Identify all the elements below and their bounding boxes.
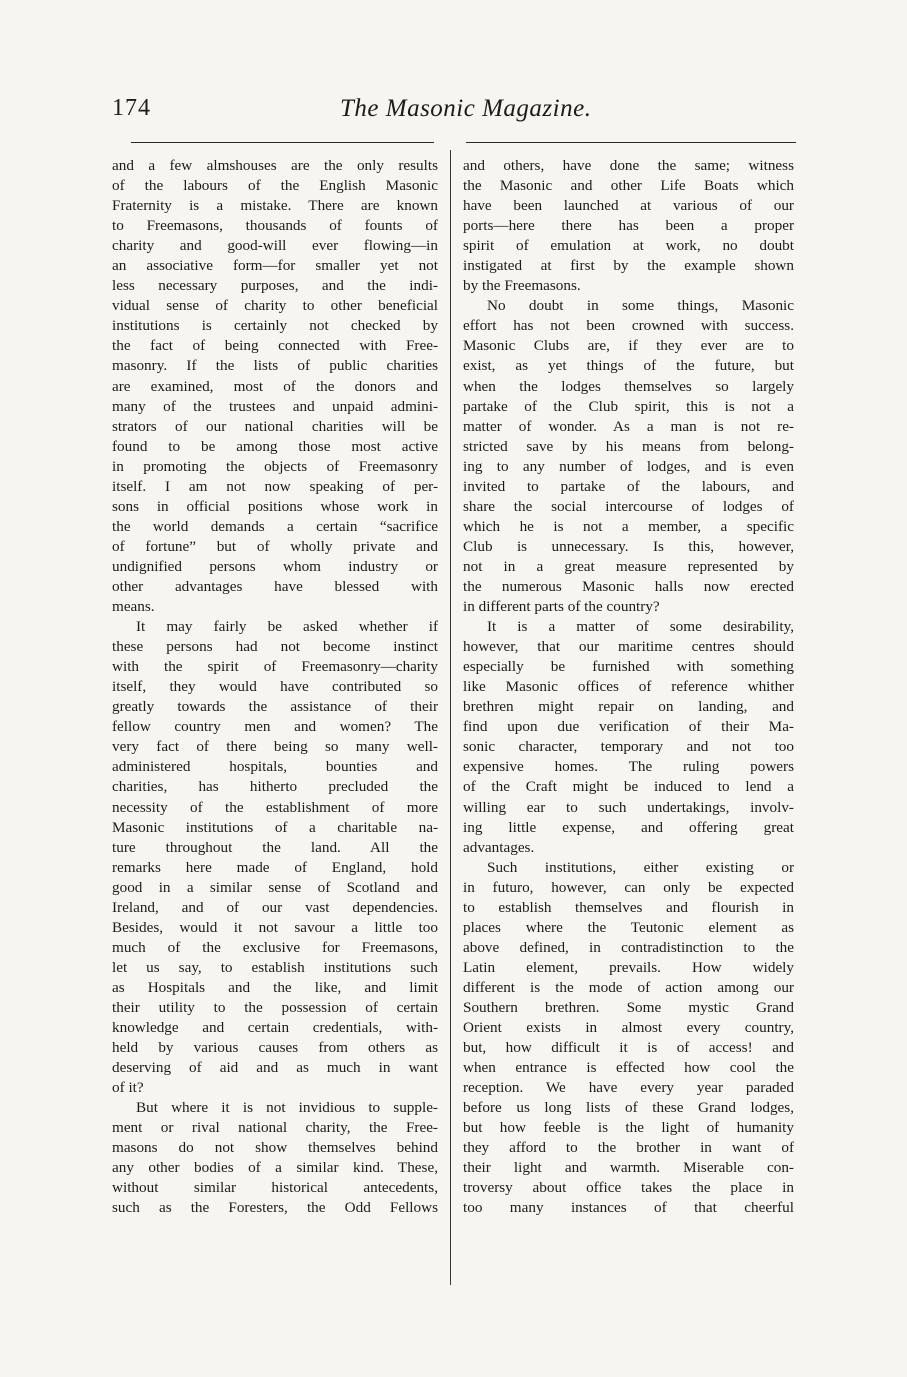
text-line: vidual sense of charity to other beneficial [112, 297, 438, 315]
text-line: an associative form—for smaller yet not [112, 257, 438, 275]
text-line: sonic character, temporary and not too [463, 738, 794, 756]
header-rule-right [466, 142, 796, 143]
text-line: with the spirit of Freemasonry—charity [112, 658, 438, 676]
text-line: No doubt in some things, Masonic [487, 297, 794, 315]
text-line: good in a similar sense of Scotland and [112, 878, 438, 896]
text-line: charity and good-will ever flowing—in [112, 237, 438, 255]
text-line: many of the trustees and unpaid admini- [112, 397, 438, 415]
text-line: fellow country men and women? The [112, 718, 438, 736]
text-line: less necessary purposes, and the indi- [112, 277, 438, 295]
text-line: brethren might repair on landing, and [463, 698, 794, 716]
text-line: It is a matter of some desirability, [487, 618, 794, 636]
text-line: deserving of aid and as much in want [112, 1059, 438, 1077]
text-line: ing to any number of lodges, and is even [463, 457, 794, 475]
text-line: knowledge and certain credentials, with- [112, 1019, 438, 1037]
text-line: It may fairly be asked whether if [136, 618, 438, 636]
text-line: in futuro, however, can only be expected [463, 878, 794, 896]
text-line: much of the exclusive for Freemasons, [112, 938, 438, 956]
text-line: institutions is certainly not checked by [112, 317, 438, 335]
text-line: stricted save by his means from belong- [463, 437, 794, 455]
text-line: charities, has hitherto precluded the [112, 778, 438, 796]
text-line: spirit of emulation at work, no doubt [463, 237, 794, 255]
text-line: Masonic Clubs are, if they ever are to [463, 337, 794, 355]
text-line: undignified persons whom industry or [112, 557, 438, 575]
text-line: not in a great measure represented by [463, 557, 794, 575]
text-line: ing little expense, and offering great [463, 818, 794, 836]
text-line: masons do not show themselves behind [112, 1139, 438, 1157]
text-line: which he is not a member, a specific [463, 517, 794, 535]
text-line: reception. We have every year paraded [463, 1079, 794, 1097]
text-line: Orient exists in almost every country, [463, 1019, 794, 1037]
text-line: remarks here made of England, hold [112, 858, 438, 876]
text-line: masonry. If the lists of public charities [112, 357, 438, 375]
text-line: invited to partake of the labours, and [463, 477, 794, 495]
text-line: have been launched at various of our [463, 197, 794, 215]
text-line: itself, they would have contributed so [112, 678, 438, 696]
text-line: expensive homes. The ruling powers [463, 758, 794, 776]
text-line: exist, as yet things of the future, but [463, 357, 794, 375]
text-line: such as the Foresters, the Odd Fellows [112, 1199, 438, 1217]
left-column [112, 156, 438, 1218]
text-line: but, how difficult it is of access! and [463, 1039, 794, 1057]
text-line: other advantages have blessed with [112, 577, 438, 595]
text-line: by the Freemasons. [463, 277, 581, 295]
text-line: means. [112, 598, 155, 616]
text-line: especially be furnished with something [463, 658, 794, 676]
text-line: ports—here there has been a proper [463, 217, 794, 235]
text-line: too many instances of that cheerful [463, 1199, 794, 1217]
text-line: share the social intercourse of lodges of [463, 497, 794, 515]
text-line: the numerous Masonic halls now erected [463, 577, 794, 595]
text-line: any other bodies of a similar kind. These, [112, 1159, 438, 1177]
text-line: administered hospitals, bounties and [112, 758, 438, 776]
text-line: Besides, would it not savour a little too [112, 918, 438, 936]
text-line: and a few almshouses are the only results [112, 157, 438, 174]
running-title: The Masonic Magazine. [340, 95, 592, 122]
text-line: ture throughout the land. All the [112, 838, 438, 856]
text-line: Latin element, prevails. How widely [463, 958, 794, 976]
text-line: Masonic institutions of a charitable na- [112, 818, 438, 836]
text-line: the Masonic and other Life Boats which [463, 177, 794, 195]
text-line: the fact of being connected with Free- [112, 337, 438, 355]
text-line: however, that our maritime centres should [463, 638, 794, 656]
text-line: they afford to the brother in want of [463, 1139, 794, 1157]
text-line: Such institutions, either existing or [487, 858, 794, 876]
text-line: these persons had not become instinct [112, 638, 438, 656]
right-column [463, 156, 794, 1218]
text-line: are examined, most of the donors and [112, 377, 438, 395]
text-line: when entrance is effected how cool the [463, 1059, 794, 1077]
text-line: Fraternity is a mistake. There are known [112, 197, 438, 215]
text-line: let us say, to establish institutions such [112, 958, 438, 976]
text-line: Club is unnecessary. Is this, however, [463, 537, 794, 555]
text-line: willing ear to such undertakings, involv- [463, 798, 794, 816]
text-line: necessity of the establishment of more [112, 798, 438, 816]
text-line: of the Craft might be induced to lend a [463, 778, 794, 796]
header-rule-left [131, 142, 434, 143]
text-line: above defined, in contradistinction to the [463, 938, 794, 956]
text-line: and others, have done the same; witness [463, 157, 794, 174]
text-line: places where the Teutonic element as [463, 918, 794, 936]
text-line: to establish themselves and flourish in [463, 898, 794, 916]
text-line: the world demands a certain “sacrifice [112, 517, 438, 535]
text-line: very fact of there being so many well- [112, 738, 438, 756]
column-divider [450, 150, 451, 1285]
text-line: partake of the Club spirit, this is not a [463, 397, 794, 415]
text-line: as Hospitals and the like, and limit [112, 978, 438, 996]
text-line: troversy about office takes the place in [463, 1179, 794, 1197]
text-line: in promoting the objects of Freemasonry [112, 457, 438, 475]
text-line: of the labours of the English Masonic [112, 177, 438, 195]
text-line: effort has not been crowned with success. [463, 317, 794, 335]
text-line: their utility to the possession of certain [112, 998, 438, 1016]
text-line: in different parts of the country? [463, 598, 660, 616]
text-line: sons in official positions whose work in [112, 497, 438, 515]
text-line: different is the mode of action among our [463, 978, 794, 996]
text-line: of fortune” but of wholly private and [112, 537, 438, 555]
text-line: itself. I am not now speaking of per- [112, 477, 438, 495]
text-line: matter of wonder. As a man is not re- [463, 417, 794, 435]
text-line: but how feeble is the light of humanity [463, 1119, 794, 1137]
page-number: 174 [112, 95, 151, 121]
text-line: instigated at first by the example shown [463, 257, 794, 275]
text-line: Southern brethren. Some mystic Grand [463, 998, 794, 1016]
text-line: when the lodges themselves so largely [463, 377, 794, 395]
text-line: found to be among those most active [112, 437, 438, 455]
text-line: greatly towards the assistance of their [112, 698, 438, 716]
text-line: without similar historical antecedents, [112, 1179, 438, 1197]
text-line: to Freemasons, thousands of founts of [112, 217, 438, 235]
text-line: of it? [112, 1079, 144, 1097]
text-line: advantages. [463, 838, 535, 856]
text-line: their light and warmth. Miserable con- [463, 1159, 794, 1177]
text-line: Ireland, and of our vast dependencies. [112, 898, 438, 916]
text-line: ment or rival national charity, the Free- [112, 1119, 438, 1137]
text-line: before us long lists of these Grand lodges, [463, 1099, 794, 1117]
text-line: held by various causes from others as [112, 1039, 438, 1057]
text-line: find upon due verification of their Ma- [463, 718, 794, 736]
text-line: strators of our national charities will be [112, 417, 438, 435]
text-line: like Masonic offices of reference whither [463, 678, 794, 696]
text-line: But where it is not invidious to supple- [136, 1099, 438, 1117]
